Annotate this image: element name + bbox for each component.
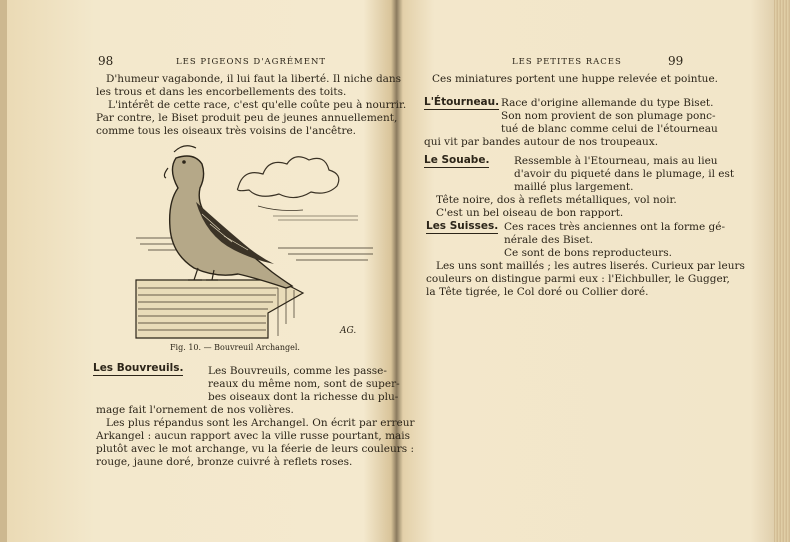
page-number-right: 99 <box>668 54 684 68</box>
paragraph-line: Ce sont de bons reproducteurs. <box>504 247 673 259</box>
paragraph-line: d'avoir du piqueté dans le plumage, il est <box>514 168 735 180</box>
page-edge-left <box>0 0 7 542</box>
section-heading-bouvreuils: Les Bouvreuils. <box>93 362 184 374</box>
paragraph-line: rouge, jaune doré, bronze cuivré à reflets roses. <box>96 456 353 468</box>
paragraph-line: maillé plus largement. <box>514 181 634 193</box>
running-head-right: LES PETITES RACES <box>512 57 622 67</box>
page-edge-right <box>774 0 790 542</box>
running-head-left: LES PIGEONS D'AGRÉMENT <box>176 57 327 67</box>
paragraph-line: L'intérêt de cette race, c'est qu'elle coûte peu à nourrir. <box>108 99 407 111</box>
section-heading-suisses: Les Suisses. <box>426 220 499 232</box>
paragraph-line: plutôt avec le mot archange, vu la féerie de leurs couleurs : <box>96 443 415 455</box>
paragraph-line: Arkangel : aucun rapport avec la ville russe pourtant, mais <box>96 430 411 442</box>
paragraph-line: nérale des Biset. <box>504 234 594 246</box>
paragraph-line: Tête noire, dos à reflets métalliques, vol noir. <box>436 194 677 206</box>
pigeon-illustration <box>128 138 378 343</box>
paragraph-line: Race d'origine allemande du type Biset. <box>501 97 714 109</box>
figure-signature: AG. <box>340 326 357 336</box>
paragraph-line: Les Bouvreuils, comme les passe- <box>208 365 387 377</box>
paragraph-line: bes oiseaux dont la richesse du plu- <box>208 391 399 403</box>
paragraph-line: Son nom provient de son plumage ponc- <box>501 110 716 122</box>
section-heading-souabe: Le Souabe. <box>424 154 490 166</box>
paragraph-line: reaux du même nom, sont de super- <box>208 378 400 390</box>
page-number-left: 98 <box>98 54 114 68</box>
paragraph-line: mage fait l'ornement de nos volières. <box>96 404 294 416</box>
paragraph-line: qui vit par bandes autour de nos troupeaux. <box>424 136 659 148</box>
paragraph-line: Par contre, le Biset produit peu de jeunes annuellement, <box>96 112 398 124</box>
left-page <box>8 0 415 542</box>
paragraph-line: Ces races très anciennes ont la forme gé- <box>504 221 726 233</box>
right-page <box>392 0 772 542</box>
paragraph-line: Ressemble à l'Etourneau, mais au lieu <box>514 155 718 167</box>
paragraph-line: D'humeur vagabonde, il lui faut la liberté. Il niche dans <box>106 73 402 85</box>
paragraph-line: Les uns sont maillés ; les autres liserés. Curieux par leurs <box>436 260 745 272</box>
paragraph-line: C'est un bel oiseau de bon rapport. <box>436 207 624 219</box>
paragraph-line: les trous et dans les encorbellements des toits. <box>96 86 347 98</box>
paragraph-line: Ces miniatures portent une huppe relevée et pointue. <box>432 73 718 85</box>
paragraph-line: Les plus répandus sont les Archangel. On écrit par erreur <box>106 417 415 429</box>
figure-caption: Fig. 10. — Bouvreuil Archangel. <box>170 343 300 352</box>
paragraph-line: couleurs on distingue parmi eux : l'Eichbuller, le Gugger, <box>426 273 730 285</box>
paragraph-line: comme tous les oiseaux très voisins de l'ancêtre. <box>96 125 357 137</box>
paragraph-line: la Tête tigrée, le Col doré ou Collier doré. <box>426 286 649 298</box>
paragraph-line: tué de blanc comme celui de l'étourneau <box>501 123 718 135</box>
section-heading-etourneau: L'Étourneau. <box>424 96 500 108</box>
